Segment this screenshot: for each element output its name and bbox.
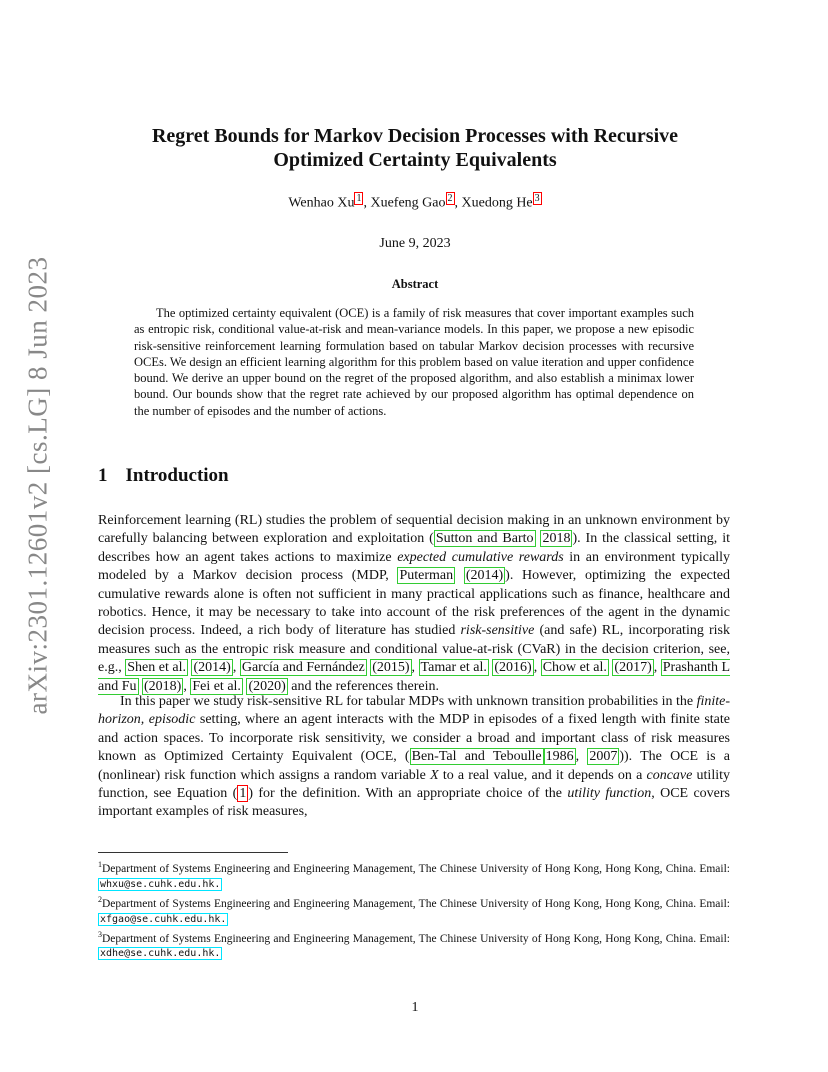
- section-number: 1: [98, 465, 108, 486]
- footnote: [98, 892, 730, 927]
- section-heading: [98, 465, 229, 487]
- author-name: Wenhao Xu: [288, 195, 355, 211]
- email-link[interactable]: xfgao@se.cuhk.edu.hk.: [100, 913, 227, 925]
- text: ). However, optimizing the expected cumulative rewards alone is often not sufficient in many practical applications such as finance, healthcare and robotics. Hence, it may be necessary to take into account of the risk preferences of the agent in the dynamic decision process. Indeed, a rich body of literature has studied: [98, 568, 730, 639]
- paper-title: [90, 124, 740, 172]
- math-variable: X: [430, 767, 439, 783]
- section-title: Introduction: [125, 465, 229, 486]
- author-name: Xuedong He: [461, 195, 533, 211]
- author-list: Wenhao Xu $^1$ , Xuefeng Gao $^2$ , Xuedong He $^3$: [288, 193, 540, 211]
- arxiv-identifier: [18, 256, 58, 714]
- abstract-heading: Abstract: [391, 277, 439, 291]
- citation-link[interactable]: Sutton and Barto: [435, 531, 534, 547]
- citation-link[interactable]: Puterman: [399, 568, 454, 584]
- citation-link[interactable]: Fei et al.: [192, 678, 241, 694]
- footnote-link[interactable]: 2: [447, 193, 453, 204]
- text: setting, where an agent interacts with the MDP in episodes of a fixed length with finite state and action spaces. To incorporate risk sensitivity, we consider a broad and important class of risk measures known as Optimized Certainty Equivalent (OCE, (: [98, 712, 730, 765]
- citation-link[interactable]: Prashanth L and Fu: [98, 660, 731, 694]
- footnotes: [98, 857, 730, 961]
- page-number: 1: [411, 1000, 419, 1015]
- footnote-text: Department of Systems Engineering and Engineering Management, The Chinese University of Hong Kong, Hong Kong, China. Email:: [102, 862, 730, 875]
- citation-year-link[interactable]: 1986: [545, 749, 574, 765]
- footnote-divider: [98, 852, 288, 853]
- text: In this paper we study risk-sensitive RL for tabular MDPs with unknown transition probabilities in the: [120, 694, 697, 709]
- text: Reinforcement learning (RL) studies the problem of sequential decision making in an unknown environment by carefully balancing between exploration and exploitation (: [98, 513, 730, 547]
- text: , OCE covers important examples of risk measures,: [98, 786, 730, 820]
- text: utility function, see Equation (: [98, 767, 730, 802]
- footnote-text: Department of Systems Engineering and Engineering Management, The Chinese University of Hong Kong, Hong Kong, China. Email:: [102, 897, 730, 910]
- emphasis: utility function: [567, 786, 652, 802]
- text: and the references therein.: [287, 678, 439, 694]
- citation-link[interactable]: Ben-Tal and Teboulle: [411, 749, 542, 765]
- citation-link[interactable]: Tamar et al.: [420, 660, 487, 676]
- author-name: Xuefeng Gao: [370, 195, 446, 211]
- citation-link[interactable]: García and Fernández: [241, 660, 365, 676]
- footnote-mark: 2: [98, 894, 102, 904]
- footnote-link[interactable]: 1: [356, 193, 362, 204]
- emphasis: concave: [646, 767, 693, 783]
- text: )). The OCE is a (nonlinear) risk function which assigns a random variable: [98, 749, 731, 783]
- citation-link[interactable]: Shen et al.: [127, 660, 186, 676]
- citation-year-link[interactable]: (2017): [614, 660, 652, 676]
- emphasis: finite-horizon, episodic: [98, 694, 730, 728]
- intro-paragraph-1: Reinforcement learning (RL) studies the problem of sequential decision making in an unknown environment by carefully balancing between exploration and exploitation ( Sutton and Barto 2018 ). In the classical setting, it describes how an agent takes actions to maximize expected cumulative rewards in an environment typically modeled by a Markov decision process (MDP, Puterman (2014) ). However, optimizing the expected cumulative rewards alone is often not sufficient in many practical applications such as finance, healthcare and robotics. Hence, it may be necessary to take into account of the risk preferences of the agent in the dynamic decision process. Indeed, a rich body of literature has studied risk-sensitive (and safe) RL, incorporating risk measures such as the entropic risk measure and conditional value-at-risk (CVaR) in the decision criterion, see, e.g., Shen et al. (2014) , García and Fernández (2015) , Tamar et al. (2016) , Chow et al. (2017) , Prashanth L and Fu (2018) , Fei et al. (2020) and the references therein.: [98, 513, 731, 694]
- text: ). In the classical setting, it describes how an agent takes actions to maximize: [98, 531, 730, 565]
- emphasis: risk-sensitive: [460, 623, 535, 639]
- citation-year-link[interactable]: (2015): [372, 660, 410, 676]
- equation-link[interactable]: 1: [239, 786, 247, 802]
- citation-year-link[interactable]: 2018: [542, 531, 571, 547]
- text: in an environment typically modeled by a Markov decision process (MDP,: [98, 549, 730, 584]
- text: (and safe) RL, incorporating risk measures such as the entropic risk measure and conditional value-at-risk (CVaR) in the decision criterion, see, e.g.,: [98, 623, 730, 676]
- footnote-text: Department of Systems Engineering and Engineering Management, The Chinese University of Hong Kong, Hong Kong, China. Email:: [102, 932, 730, 945]
- paper-date: June 9, 2023: [379, 236, 451, 251]
- emphasis: expected cumulative rewards: [397, 549, 564, 565]
- citation-year-link[interactable]: (2018): [144, 678, 182, 694]
- citation-year-link[interactable]: (2014): [465, 568, 504, 584]
- title-line-1: Regret Bounds for Markov Decision Processes with Recursive: [151, 125, 679, 147]
- citation-year-link[interactable]: 2007: [589, 749, 618, 765]
- footnote-mark: 3: [98, 929, 102, 939]
- footnote: [98, 927, 730, 962]
- text: to a real value, and it depends on a: [438, 767, 647, 783]
- arxiv-id-text: arXiv:2301.12601v2 [cs.LG] 8 Jun 2023: [22, 256, 53, 714]
- footnote-link[interactable]: 3: [534, 193, 540, 204]
- text: ) for the definition. With an appropriate choice of the: [248, 786, 568, 802]
- citation-link[interactable]: Chow et al.: [542, 660, 607, 676]
- footnote: [98, 857, 730, 892]
- email-link[interactable]: xdhe@se.cuhk.edu.hk.: [100, 948, 221, 960]
- citation-year-link[interactable]: (2016): [494, 660, 532, 676]
- citation-year-link[interactable]: (2020): [248, 678, 286, 694]
- abstract-text: The optimized certainty equivalent (OCE) is a family of risk measures that cover important examples such as entropic risk, conditional value-at-risk and mean-variance models. In this paper, we propose a new episodic risk-sensitive reinforcement learning formulation based on tabular Markov decision processes with recursive OCEs. We design an efficient learning algorithm for this problem based on value iteration and upper confidence bound. We derive an upper bound on the regret of the proposed algorithm, and also establish a minimax lower bound. Our bounds show that the regret rate achieved by our proposed algorithm has optimal dependence on the number of episodes and the number of actions.: [134, 306, 694, 418]
- email-link[interactable]: whxu@se.cuhk.edu.hk.: [100, 878, 221, 890]
- citation-year-link[interactable]: (2014): [193, 660, 231, 676]
- footnote-mark: 1: [98, 860, 102, 869]
- title-line-2: Optimized Certainty Equivalents: [273, 149, 557, 171]
- intro-paragraph-2: In this paper we study risk-sensitive RL for tabular MDPs with unknown transition probabilities in the finite-horizon, episodic setting, where an agent interacts with the MDP in episodes of a fixed length with finite state and action spaces. To incorporate risk sensitivity, we consider a broad and important class of risk measures known as Optimized Certainty Equivalent (OCE, ( Ben-Tal and Teboulle 1986 , 2007 )). The OCE is a (nonlinear) risk function which assigns a random variable X to a real value, and it depends on a concave utility function, see Equation ( 1 ) for the definition. With an appropriate choice of the utility function, OCE covers important examples of risk measures,: [98, 694, 731, 820]
